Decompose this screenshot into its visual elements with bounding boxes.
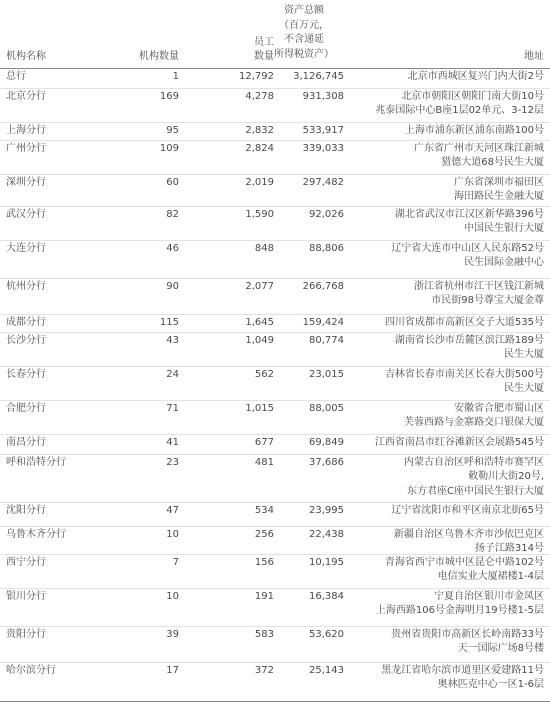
address-line: 辽宁省大连市中山区人民东路52号 — [391, 243, 544, 254]
branch-address — [408, 70, 544, 84]
total-assets: 25,143 — [309, 665, 344, 676]
address-line: 江西省南昌市红谷滩新区会展路545号 — [374, 437, 544, 448]
total-assets: 23,995 — [309, 505, 344, 516]
employee-count: 372 — [254, 665, 274, 676]
branch-address — [405, 124, 544, 138]
branch-count: 10 — [166, 529, 179, 540]
employee-count: 1,645 — [245, 317, 274, 328]
branch-name: 总行 — [6, 71, 26, 82]
total-assets: 88,806 — [309, 243, 344, 254]
branch-name: 上海分行 — [6, 125, 46, 136]
employee-count: 191 — [254, 591, 274, 602]
row-divider — [0, 240, 550, 241]
row-divider — [0, 502, 550, 503]
row-divider — [0, 314, 550, 315]
branch-count: 41 — [166, 437, 179, 448]
row-divider — [0, 174, 550, 175]
address-line: 扬子江路314号 — [474, 543, 544, 555]
employee-count: 1,590 — [245, 209, 274, 220]
employee-count: 1,049 — [245, 335, 274, 346]
address-line: 市民街98号尊宝大厦金尊 — [431, 295, 544, 307]
header-employees-line: 员工 — [254, 37, 274, 48]
branch-count: 82 — [166, 209, 179, 220]
header-name — [6, 50, 46, 64]
header-address-label: 地址 — [524, 51, 544, 62]
branch-name: 成都分行 — [6, 317, 46, 328]
row-divider — [0, 626, 550, 627]
address-line: 黑龙江省哈尔滨市道里区爱建路11号 — [381, 665, 544, 676]
total-assets: 16,384 — [309, 591, 344, 602]
total-assets: 22,438 — [309, 529, 344, 540]
address-line: 天一国际广场8号楼 — [457, 643, 544, 655]
branch-address — [385, 316, 544, 330]
employee-count: 481 — [254, 457, 274, 468]
branch-count: 1 — [172, 71, 179, 82]
total-assets: 80,774 — [309, 335, 344, 346]
branch-count: 7 — [172, 557, 179, 568]
employee-count: 534 — [254, 505, 274, 516]
branch-address — [414, 280, 544, 309]
address-line: 北京市西城区复兴门内大街2号 — [407, 71, 544, 82]
branch-count: 95 — [166, 125, 179, 136]
branch-address — [376, 590, 544, 619]
total-assets: 297,482 — [302, 177, 344, 188]
employee-count: 12,792 — [239, 71, 274, 82]
address-line: 安徽省合肥市蜀山区 — [454, 403, 544, 414]
branch-name: 贵阳分行 — [6, 629, 46, 640]
row-divider — [0, 454, 550, 455]
address-line: 民生大厦 — [504, 383, 544, 395]
header-address — [524, 50, 544, 64]
address-line: 上海西路106号金海明月19号楼1-5层 — [375, 605, 544, 617]
branch-address — [414, 142, 544, 171]
branch-count: 17 — [166, 665, 179, 676]
header-employees-line: 数量 — [254, 51, 274, 62]
branch-name: 长沙分行 — [6, 335, 46, 346]
branch-name: 长春分行 — [6, 369, 46, 380]
branch-name: 西宁分行 — [6, 557, 46, 568]
branch-name: 广州分行 — [6, 143, 46, 154]
branch-name: 乌鲁木齐分行 — [6, 529, 66, 540]
row-divider — [0, 400, 550, 401]
branch-name: 深圳分行 — [6, 177, 46, 188]
address-line: 辽宁省沈阳市和平区南京北街65号 — [391, 505, 544, 516]
header-count-label: 机构数量 — [139, 51, 179, 62]
address-line: 猎德大道68号民生大厦 — [441, 157, 544, 169]
employee-count: 4,278 — [245, 91, 274, 102]
header-assets — [264, 4, 344, 62]
address-line: 民生国际金融中心 — [464, 257, 544, 269]
branch-address — [404, 402, 544, 431]
address-line: 广东省广州市天河区珠江新城 — [414, 143, 544, 154]
total-assets: 3,126,745 — [293, 71, 344, 82]
total-assets: 53,620 — [309, 629, 344, 640]
branch-address — [394, 528, 544, 557]
row-divider — [0, 526, 550, 527]
branch-address — [454, 176, 544, 205]
address-line: 中国民生银行大厦 — [464, 223, 544, 235]
employee-count: 583 — [254, 629, 274, 640]
address-line: 内蒙古自治区呼和浩特市赛罕区 — [404, 457, 544, 468]
address-line: 浙江省杭州市江干区钱江新城 — [414, 281, 544, 292]
employee-count: 2,832 — [245, 125, 274, 136]
row-divider — [0, 140, 550, 141]
header-assets-line: （百万元， — [279, 19, 329, 31]
employee-count: 562 — [254, 369, 274, 380]
total-assets: 69,849 — [309, 437, 344, 448]
employee-count: 677 — [254, 437, 274, 448]
address-line: 东方君座C座中国民生银行大厦 — [407, 485, 544, 497]
total-assets: 37,686 — [309, 457, 344, 468]
branch-name: 合肥分行 — [6, 403, 46, 414]
branch-count: 47 — [166, 505, 179, 516]
total-assets: 159,424 — [302, 317, 344, 328]
branch-address — [391, 628, 544, 657]
branch-address — [381, 664, 544, 693]
header-count — [139, 50, 179, 64]
total-assets: 931,308 — [302, 91, 344, 102]
address-line: 民生大厦 — [504, 349, 544, 361]
address-line: 四川省成都市高新区交子大道535号 — [384, 317, 544, 328]
address-line: 北京市朝阳区朝阳门南大街10号 — [401, 91, 544, 102]
branch-address — [395, 208, 544, 237]
branch-name: 沈阳分行 — [6, 505, 46, 516]
branch-name: 大连分行 — [6, 243, 46, 254]
employee-count: 848 — [254, 243, 274, 254]
header-assets-line: 所得税资产） — [274, 48, 334, 60]
row-divider — [0, 662, 550, 663]
branch-count: 60 — [166, 177, 179, 188]
branch-count: 109 — [159, 143, 179, 154]
address-line: 湖南省长沙市岳麓区滨江路189号 — [394, 335, 544, 346]
total-assets: 23,015 — [309, 369, 344, 380]
row-divider — [0, 434, 550, 435]
header-name-label: 机构名称 — [6, 51, 46, 62]
branch-address — [391, 242, 544, 271]
branch-name: 银川分行 — [6, 591, 46, 602]
address-line: 宁夏自治区银川市金凤区 — [434, 591, 544, 602]
total-assets: 10,195 — [309, 557, 344, 568]
branch-count: 71 — [166, 403, 179, 414]
branch-count: 43 — [166, 335, 179, 346]
address-line: 芙蓉西路与金寨路交口银保大厦 — [404, 417, 544, 429]
total-assets: 92,026 — [309, 209, 344, 220]
employee-count: 1,015 — [245, 403, 274, 414]
address-line: 电信实业大厦裙楼1-4层 — [437, 571, 544, 583]
row-divider — [0, 588, 550, 589]
address-line: 敕勒川大街20号, — [468, 471, 544, 483]
branch-address — [375, 90, 544, 119]
row-divider — [0, 206, 550, 207]
branch-address — [391, 504, 544, 518]
address-line: 上海市浦东新区浦东南路100号 — [404, 125, 544, 136]
total-assets: 533,917 — [302, 125, 344, 136]
employee-count: 2,824 — [245, 143, 274, 154]
branch-name: 南昌分行 — [6, 437, 46, 448]
branch-count: 46 — [166, 243, 179, 254]
row-divider — [0, 366, 550, 367]
branch-count: 10 — [166, 591, 179, 602]
branch-count: 169 — [159, 91, 179, 102]
branch-address — [404, 456, 544, 499]
employee-count: 2,019 — [245, 177, 274, 188]
employee-count: 2,077 — [245, 281, 274, 292]
total-assets: 339,033 — [302, 143, 344, 154]
branch-name: 武汉分行 — [6, 209, 46, 220]
row-divider — [0, 554, 550, 555]
employee-count: 156 — [254, 557, 274, 568]
row-divider — [0, 332, 550, 333]
header-assets-line: 资产总额 — [284, 5, 324, 16]
row-divider — [0, 122, 550, 123]
address-line: 青海省西宁市城中区昆仑中路102号 — [384, 557, 544, 568]
branch-address — [385, 556, 544, 585]
branch-count: 23 — [166, 457, 179, 468]
branch-count: 115 — [159, 317, 179, 328]
row-divider — [0, 278, 550, 279]
branch-name: 北京分行 — [6, 91, 46, 102]
table-bottom-rule — [0, 701, 550, 702]
header-assets-line: 不含递延 — [284, 34, 324, 45]
branch-name: 杭州分行 — [6, 281, 46, 292]
address-line: 奥林匹克中心一区1-6层 — [437, 679, 544, 691]
total-assets: 266,768 — [302, 281, 344, 292]
branch-address — [375, 436, 544, 450]
employee-count: 256 — [254, 529, 274, 540]
branch-name: 呼和浩特分行 — [6, 457, 66, 468]
address-line: 吉林省长春市南关区长春大街500号 — [384, 369, 544, 380]
total-assets: 88,005 — [309, 403, 344, 414]
address-line: 兆泰国际中心B座1层02单元、3-12层 — [375, 105, 544, 117]
header-rule — [0, 68, 550, 69]
address-line: 海田路民生金融大厦 — [454, 191, 544, 203]
branch-address — [385, 368, 544, 397]
branch-name: 哈尔滨分行 — [6, 665, 56, 676]
address-line: 湖北省武汉市江汉区新华路396号 — [394, 209, 544, 220]
address-line: 新疆自治区乌鲁木齐市沙依巴克区 — [394, 529, 544, 540]
branch-address — [395, 334, 544, 363]
branch-count: 24 — [166, 369, 179, 380]
row-divider — [0, 88, 550, 89]
address-line: 广东省深圳市福田区 — [454, 177, 544, 188]
address-line: 贵州省贵阳市高新区长岭南路33号 — [391, 629, 544, 640]
branch-count: 90 — [166, 281, 179, 292]
branch-count: 39 — [166, 629, 179, 640]
